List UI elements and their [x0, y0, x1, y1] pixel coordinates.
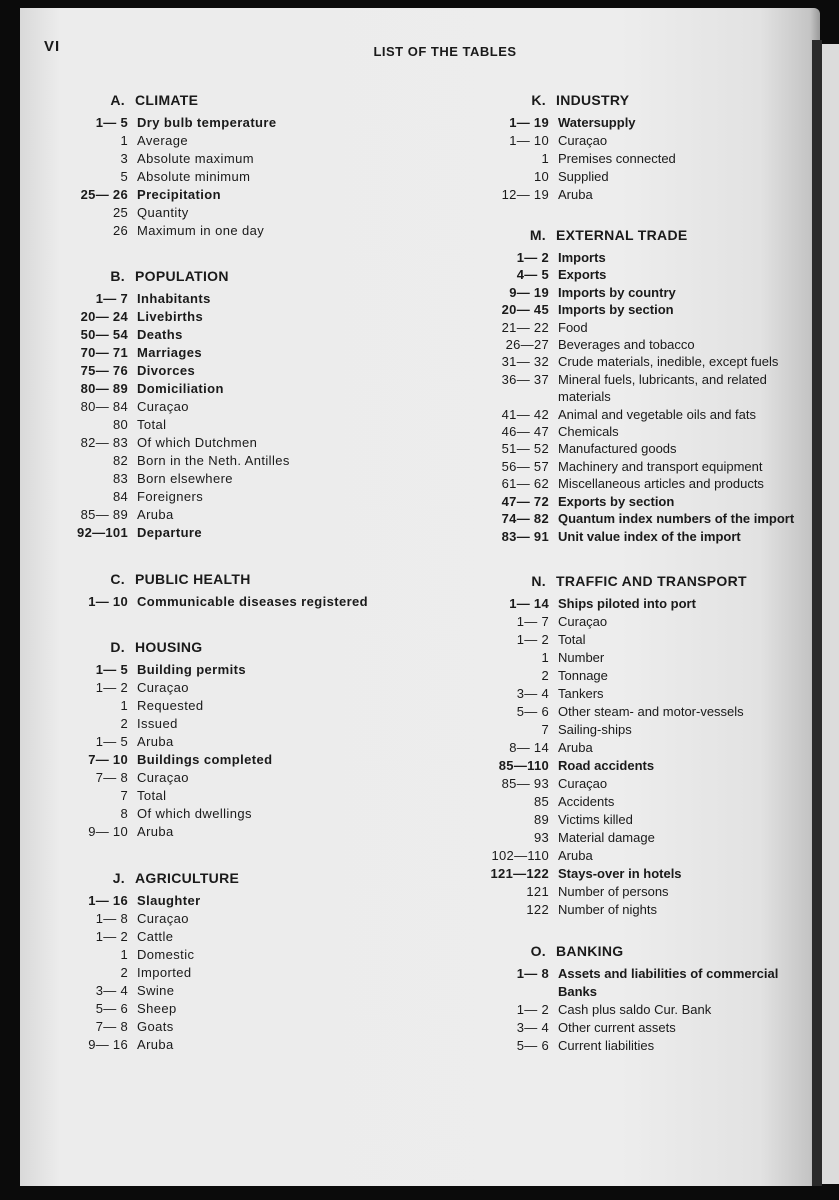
table-entry — [441, 685, 747, 703]
table-title: Supplied — [558, 169, 609, 184]
table-title: Other steam- and motor-vessels — [558, 704, 744, 719]
table-entry — [441, 132, 676, 150]
table-number-range: 1— 10 — [509, 133, 549, 148]
table-number-range: 1— 2 — [95, 929, 128, 944]
table-entry — [20, 805, 272, 823]
table-entry — [441, 336, 794, 353]
table-entry — [441, 865, 747, 883]
table-entry — [20, 769, 272, 787]
table-entry — [441, 667, 747, 685]
table-number-range: 51— 52 — [501, 441, 549, 457]
table-title: Dry bulb temperature — [137, 115, 277, 130]
table-title: Material damage — [558, 830, 655, 845]
table-entry — [441, 721, 747, 739]
section-title: BANKING — [556, 943, 624, 959]
section-title: EXTERNAL TRADE — [556, 227, 688, 243]
table-entry — [441, 631, 747, 649]
table-title: Premises connected — [558, 151, 676, 166]
section-title: INDUSTRY — [556, 92, 630, 108]
table-title: Building permits — [137, 662, 246, 677]
table-title: Animal and vegetable oils and fats — [558, 406, 757, 422]
table-title: Exports — [558, 267, 607, 283]
table-entry — [20, 434, 290, 452]
table-entry — [441, 757, 747, 775]
table-number-range: 50— 54 — [80, 327, 128, 342]
table-title: Curaçao — [137, 770, 189, 785]
table-entry — [20, 168, 276, 186]
table-title: Banks — [558, 984, 598, 999]
table-entry — [441, 186, 676, 204]
table-number-range: 7 — [120, 788, 128, 803]
table-number-range: 1— 2 — [516, 1002, 549, 1017]
table-number-range: 1— 2 — [95, 680, 128, 695]
table-number-range: 56— 57 — [501, 458, 549, 474]
table-entry — [20, 308, 290, 326]
table-title: Aruba — [137, 824, 174, 839]
table-entry — [441, 703, 747, 721]
table-title: Absolute minimum — [137, 169, 251, 184]
table-entry — [441, 249, 794, 266]
table-number-range: 2 — [120, 965, 128, 980]
table-number-range: 1 — [541, 650, 549, 665]
table-title: Aruba — [558, 187, 593, 202]
table-number-range: 25 — [112, 205, 128, 220]
table-number-range: 5— 6 — [516, 1038, 549, 1053]
table-entry — [441, 423, 794, 440]
table-number-range: 80— 89 — [80, 381, 128, 396]
table-entry — [441, 1001, 778, 1019]
table-entry — [20, 1036, 239, 1054]
page-number: VI — [44, 38, 61, 55]
table-title: Assets and liabilities of commercial — [558, 966, 779, 981]
section-letter: A. — [110, 92, 125, 108]
table-entry — [20, 398, 290, 416]
table-entry — [441, 528, 794, 545]
table-number-range: 3— 4 — [516, 1020, 549, 1035]
table-entry — [441, 319, 794, 336]
table-title: Beverages and tobacco — [558, 337, 695, 353]
table-number-range: 3— 4 — [516, 686, 549, 701]
table-number-range: 1— 2 — [516, 250, 549, 265]
table-number-range: 1— 5 — [95, 115, 128, 130]
table-entry — [20, 114, 276, 132]
table-title: Total — [137, 788, 167, 803]
table-entry — [441, 458, 794, 475]
table-number-range: 92—101 — [77, 525, 128, 540]
table-number-range: 89 — [533, 812, 549, 827]
table-title: Number of nights — [558, 902, 657, 917]
table-entry — [20, 488, 290, 506]
table-title: Curaçao — [137, 680, 189, 695]
table-number-range: 1— 19 — [509, 115, 549, 130]
table-number-range: 122 — [526, 902, 549, 917]
table-title: Maximum in one day — [137, 223, 265, 238]
section-housing — [20, 639, 272, 841]
table-number-range: 84 — [112, 489, 128, 504]
table-number-range: 121—122 — [490, 866, 549, 881]
table-number-range: 74— 82 — [501, 511, 549, 527]
table-entry — [20, 204, 276, 222]
table-entry — [20, 751, 272, 769]
table-entry — [441, 613, 747, 631]
table-title: Manufactured goods — [558, 441, 677, 457]
table-title: Divorces — [137, 363, 196, 378]
table-title: Tonnage — [558, 668, 608, 683]
section-heading — [20, 92, 276, 114]
table-entry — [441, 847, 747, 865]
table-title: Food — [558, 319, 588, 335]
table-entry — [20, 150, 276, 168]
table-title: Marriages — [137, 345, 203, 360]
table-title: Deaths — [137, 327, 183, 342]
table-title: Imports by country — [558, 284, 676, 300]
table-number-range — [441, 983, 558, 1001]
table-title: Sheep — [137, 1001, 177, 1016]
table-title: Imports by section — [558, 302, 674, 318]
section-letter: K. — [531, 92, 546, 108]
table-entry — [20, 733, 272, 751]
table-entry — [441, 284, 794, 301]
table-entry — [20, 823, 272, 841]
table-entry — [441, 150, 676, 168]
table-number-range: 85— 93 — [501, 776, 549, 791]
table-number-range: 83— 91 — [501, 528, 549, 544]
table-entry — [20, 132, 276, 150]
table-number-range: 80— 84 — [80, 399, 128, 414]
section-letter: M. — [529, 227, 546, 243]
book-spine — [812, 40, 822, 1186]
table-entry — [20, 787, 272, 805]
table-title: Cash plus saldo Cur. Bank — [558, 1002, 712, 1017]
table-number-range: 80 — [112, 417, 128, 432]
table-number-range: 7 — [541, 722, 549, 737]
table-number-range: 26—27 — [505, 337, 549, 353]
table-number-range: 9— 10 — [88, 824, 128, 839]
table-entry — [441, 901, 747, 919]
table-title: Victims killed — [558, 812, 633, 827]
table-title: Quantity — [137, 205, 189, 220]
table-title: Departure — [137, 525, 203, 540]
page-title: LIST OF THE TABLES — [373, 44, 517, 59]
table-number-range: 1— 8 — [516, 966, 549, 981]
table-entry — [20, 910, 239, 928]
section-heading — [441, 573, 747, 595]
section-title: CLIMATE — [135, 92, 199, 108]
table-number-range: 82 — [112, 453, 128, 468]
table-number-range: 3— 4 — [95, 983, 128, 998]
table-entry — [20, 470, 290, 488]
table-number-range: 1 — [120, 133, 128, 148]
table-title: Born in the Neth. Antilles — [137, 453, 290, 468]
table-title: Slaughter — [137, 893, 201, 908]
table-entry — [20, 326, 290, 344]
table-entry — [20, 344, 290, 362]
table-title: Aruba — [558, 740, 593, 755]
table-title: Swine — [137, 983, 175, 998]
table-entry — [20, 452, 290, 470]
table-entry — [441, 301, 794, 318]
table-entry — [20, 416, 290, 434]
section-heading — [441, 943, 778, 965]
table-number-range: 21— 22 — [501, 319, 549, 335]
table-number-range: 9— 19 — [509, 284, 549, 300]
section-title: AGRICULTURE — [135, 870, 240, 886]
table-title: Miscellaneous articles and products — [558, 476, 764, 492]
section-letter: J. — [112, 870, 125, 886]
section-traffic-transport — [441, 573, 747, 919]
section-heading — [441, 227, 794, 249]
table-entry — [20, 946, 239, 964]
table-number-range: 7— 8 — [95, 770, 128, 785]
table-number-range: 1— 16 — [88, 893, 128, 908]
table-number-range: 36— 37 — [501, 371, 549, 387]
table-number-range: 47— 72 — [501, 493, 549, 509]
table-number-range: 85 — [533, 794, 549, 809]
section-title: PUBLIC HEALTH — [135, 571, 251, 587]
table-title: Aruba — [137, 507, 174, 522]
table-title: Average — [137, 133, 188, 148]
section-title: HOUSING — [135, 639, 203, 655]
document-page — [20, 8, 820, 1186]
table-number-range: 5— 6 — [95, 1001, 128, 1016]
table-title: Of which dwellings — [137, 806, 252, 821]
table-entry — [441, 595, 747, 613]
table-entry — [20, 380, 290, 398]
section-heading — [20, 870, 239, 892]
table-number-range: 25— 26 — [80, 187, 128, 202]
section-agriculture — [20, 870, 239, 1054]
table-entry — [20, 1000, 239, 1018]
table-entry — [441, 965, 778, 983]
table-title: Inhabitants — [137, 291, 211, 306]
table-number-range: 7— 10 — [88, 752, 128, 767]
table-title: Aruba — [558, 848, 593, 863]
section-industry — [441, 92, 676, 204]
table-entry — [20, 506, 290, 524]
section-public-health — [20, 571, 368, 611]
table-entry — [20, 222, 276, 240]
table-entry — [441, 983, 778, 1001]
table-number-range: 1 — [541, 151, 549, 166]
table-entry — [441, 406, 794, 423]
section-heading — [20, 571, 368, 593]
table-title: Stays-over in hotels — [558, 866, 682, 881]
section-title: TRAFFIC AND TRANSPORT — [556, 573, 747, 589]
table-number-range: 1— 5 — [95, 734, 128, 749]
table-number-range: 1— 2 — [516, 632, 549, 647]
table-title: Born elsewhere — [137, 471, 233, 486]
table-number-range: 1— 7 — [516, 614, 549, 629]
table-title: Other current assets — [558, 1020, 676, 1035]
table-number-range: 1— 8 — [95, 911, 128, 926]
table-number-range: 82— 83 — [80, 435, 128, 450]
section-climate — [20, 92, 276, 240]
table-entry — [441, 811, 747, 829]
table-title: Curaçao — [137, 399, 189, 414]
table-number-range: 4— 5 — [516, 267, 549, 283]
table-title: Imported — [137, 965, 192, 980]
table-title: Buildings completed — [137, 752, 273, 767]
table-number-range: 1— 10 — [88, 594, 128, 609]
table-number-range: 20— 45 — [501, 302, 549, 318]
table-title: Total — [137, 417, 167, 432]
table-entry — [441, 114, 676, 132]
section-heading — [20, 639, 272, 661]
table-title: Requested — [137, 698, 204, 713]
table-title: Of which Dutchmen — [137, 435, 258, 450]
table-entry — [441, 1037, 778, 1055]
table-entry — [441, 266, 794, 283]
section-heading — [441, 92, 676, 114]
table-title: Chemicals — [558, 424, 619, 440]
table-number-range: 93 — [533, 830, 549, 845]
table-title: Precipitation — [137, 187, 221, 202]
table-title: Cattle — [137, 929, 174, 944]
table-title: Aruba — [137, 734, 174, 749]
table-number-range: 70— 71 — [80, 345, 128, 360]
section-heading — [20, 268, 290, 290]
table-title: Curaçao — [558, 133, 608, 148]
section-letter: N. — [531, 573, 546, 589]
table-title: Watersupply — [558, 115, 636, 130]
table-entry — [20, 964, 239, 982]
table-title: Aruba — [137, 1037, 174, 1052]
table-title: Tankers — [558, 686, 604, 701]
table-title: Sailing-ships — [558, 722, 632, 737]
table-number-range: 1 — [120, 698, 128, 713]
table-entry — [441, 510, 794, 527]
table-title: Accidents — [558, 794, 615, 809]
table-number-range: 85—110 — [498, 758, 549, 773]
section-external-trade — [441, 227, 794, 545]
table-number-range: 85— 89 — [80, 507, 128, 522]
table-number-range: 9— 16 — [88, 1037, 128, 1052]
section-letter: O. — [530, 943, 546, 959]
table-title: Number — [558, 650, 605, 665]
table-number-range: 26 — [112, 223, 128, 238]
table-number-range: 1— 7 — [95, 291, 128, 306]
table-entry — [20, 362, 290, 380]
table-title: Curaçao — [558, 614, 608, 629]
table-entry — [441, 649, 747, 667]
table-number-range: 7— 8 — [95, 1019, 128, 1034]
facing-page-edge — [822, 44, 839, 1184]
table-entry — [441, 475, 794, 492]
table-title: Curaçao — [558, 776, 608, 791]
table-title: Domestic — [137, 947, 195, 962]
table-title: Communicable diseases registered — [137, 594, 369, 609]
table-entry — [441, 440, 794, 457]
table-number-range: 2 — [120, 716, 128, 731]
table-title: Unit value index of the import — [558, 528, 741, 544]
table-title: Number of persons — [558, 884, 669, 899]
table-title: Crude materials, inedible, except fuels — [558, 354, 779, 370]
table-title: Total — [558, 632, 586, 647]
table-title: Absolute maximum — [137, 151, 254, 166]
table-number-range: 83 — [112, 471, 128, 486]
table-title: Machinery and transport equipment — [558, 458, 763, 474]
section-letter: B. — [110, 268, 125, 284]
table-entry — [20, 928, 239, 946]
table-entry — [20, 1018, 239, 1036]
table-title: Quantum index numbers of the import — [558, 511, 795, 527]
table-number-range: 102—110 — [491, 848, 549, 863]
table-entry — [441, 775, 747, 793]
table-title: Issued — [137, 716, 178, 731]
table-entry — [441, 168, 676, 186]
table-entry — [20, 593, 368, 611]
table-entry — [441, 793, 747, 811]
table-entry — [20, 661, 272, 679]
table-number-range: 41— 42 — [501, 406, 549, 422]
table-entry — [441, 388, 794, 405]
table-number-range: 1 — [120, 947, 128, 962]
table-title: Curaçao — [137, 911, 189, 926]
section-population — [20, 268, 290, 542]
table-title: Domiciliation — [137, 381, 224, 396]
section-letter: D. — [110, 639, 125, 655]
table-title: Current liabilities — [558, 1038, 655, 1053]
table-number-range: 3 — [120, 151, 128, 166]
table-number-range: 20— 24 — [80, 309, 128, 324]
table-number-range: 8 — [120, 806, 128, 821]
table-title: Foreigners — [137, 489, 204, 504]
table-number-range: 1— 5 — [95, 662, 128, 677]
table-entry — [20, 290, 290, 308]
table-number-range: 46— 47 — [501, 424, 549, 440]
table-number-range: 8— 14 — [509, 740, 549, 755]
table-entry — [20, 892, 239, 910]
table-number-range: 10 — [533, 169, 549, 184]
table-number-range: 61— 62 — [501, 476, 549, 492]
table-title: Imports — [558, 250, 606, 265]
table-number-range: 5— 6 — [516, 704, 549, 719]
table-entry — [20, 982, 239, 1000]
table-title: Road accidents — [558, 758, 655, 773]
table-number-range: 31— 32 — [501, 354, 549, 370]
table-title: Ships piloted into port — [558, 596, 696, 611]
table-title: Mineral fuels, lubricants, and related — [558, 371, 767, 387]
table-number-range: 75— 76 — [80, 363, 128, 378]
section-title: POPULATION — [135, 268, 229, 284]
table-title: Goats — [137, 1019, 174, 1034]
table-title: Livebirths — [137, 309, 204, 324]
table-title: Exports by section — [558, 493, 675, 509]
table-title: materials — [558, 389, 611, 405]
table-number-range — [441, 388, 558, 405]
table-number-range: 2 — [541, 668, 549, 683]
table-entry — [20, 679, 272, 697]
table-entry — [441, 371, 794, 388]
table-entry — [441, 829, 747, 847]
table-entry — [441, 1019, 778, 1037]
table-entry — [441, 493, 794, 510]
table-number-range: 1— 14 — [509, 596, 549, 611]
table-entry — [20, 524, 290, 542]
table-number-range: 12— 19 — [501, 187, 549, 202]
table-entry — [441, 883, 747, 901]
table-entry — [441, 739, 747, 757]
table-entry — [441, 353, 794, 370]
section-letter: C. — [110, 571, 125, 587]
table-entry — [20, 697, 272, 715]
section-banking — [441, 943, 778, 1055]
table-number-range: 121 — [526, 884, 549, 899]
table-number-range: 5 — [120, 169, 128, 184]
table-entry — [20, 186, 276, 204]
table-entry — [20, 715, 272, 733]
